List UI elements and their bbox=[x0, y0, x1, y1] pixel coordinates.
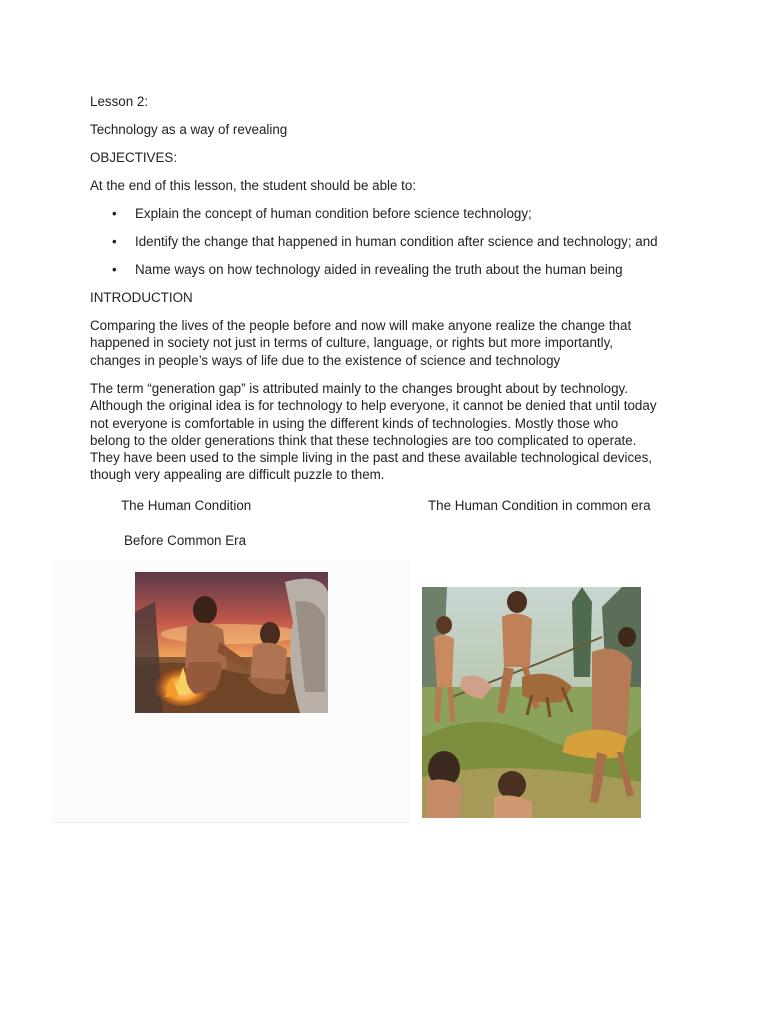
paragraph-line: not everyone is comfortable in using the different kinds of technologies. Mostly those who bbox=[90, 415, 619, 431]
introduction-heading: INTRODUCTION bbox=[90, 290, 193, 305]
introduction-paragraph-2 bbox=[90, 380, 690, 484]
caption-common-era: The Human Condition in common era bbox=[428, 498, 651, 513]
introduction-paragraph-1 bbox=[90, 317, 690, 369]
objectives-heading: OBJECTIVES: bbox=[90, 150, 178, 165]
lesson-number: Lesson 2: bbox=[90, 94, 149, 109]
lesson-title: Technology as a way of revealing bbox=[90, 122, 288, 137]
paragraph-line: happened in society not just in terms of culture, language, or rights but more importantly, bbox=[90, 335, 614, 351]
paragraph-line: Although the original idea is for technology to help everyone, it cannot be denied that until today bbox=[90, 398, 657, 414]
objectives-intro: At the end of this lesson, the student should be able to: bbox=[90, 178, 417, 193]
objective-text: Name ways on how technology aided in revealing the truth about the human being bbox=[135, 262, 623, 277]
divider bbox=[52, 822, 410, 823]
paragraph-line: changes in people’s ways of life due to the existence of science and technology bbox=[90, 352, 561, 368]
paragraph-line: belong to the older generations think that these technologies are too complicated to operate. bbox=[90, 432, 637, 448]
caption-before-common-era-line1: The Human Condition bbox=[121, 498, 252, 513]
bullet-marker: • bbox=[112, 234, 117, 249]
paragraph-line: They have been used to the simple living in the past and these available technological devices, bbox=[90, 450, 653, 466]
objective-text: Identify the change that happened in human condition after science and technology; and bbox=[135, 234, 658, 249]
caption-before-common-era-line2: Before Common Era bbox=[124, 533, 247, 548]
objective-text: Explain the concept of human condition before science technology; bbox=[135, 206, 532, 221]
common-era-illustration bbox=[422, 587, 641, 818]
before-common-era-illustration bbox=[135, 572, 328, 713]
bullet-marker: • bbox=[112, 206, 117, 221]
bullet-marker: • bbox=[112, 262, 117, 277]
paragraph-line: The term “generation gap” is attributed mainly to the changes brought about by technology. bbox=[90, 381, 628, 396]
paragraph-line: Comparing the lives of the people before and now will make anyone realize the change that bbox=[90, 318, 632, 333]
paragraph-line: though very appealing are difficult puzzle to them. bbox=[90, 467, 385, 483]
